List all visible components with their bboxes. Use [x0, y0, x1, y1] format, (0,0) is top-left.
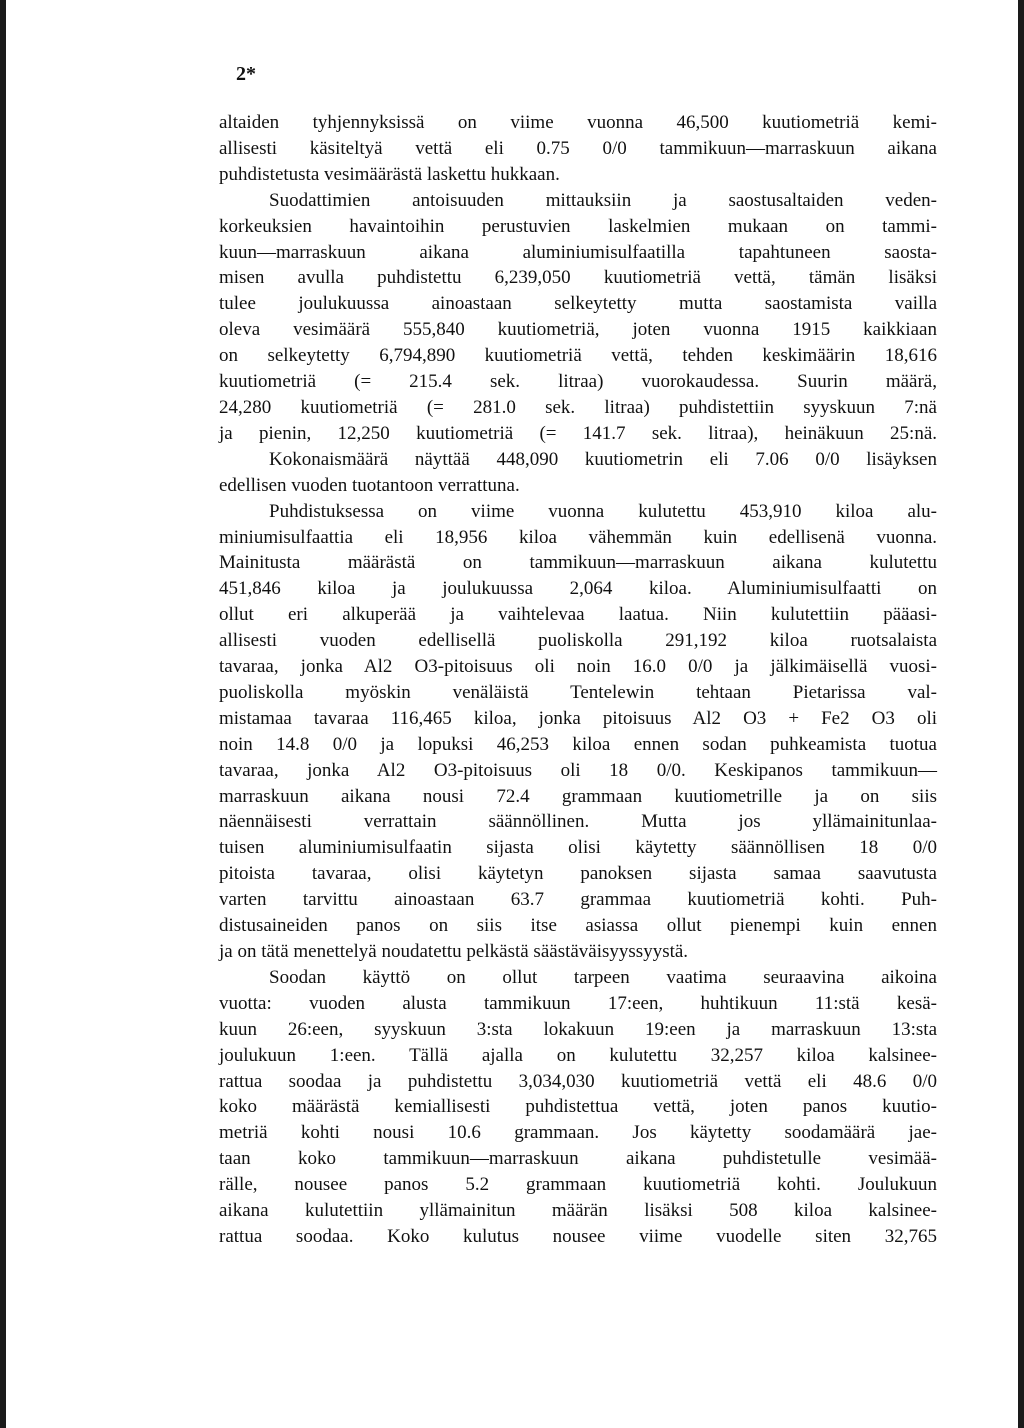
scan-border-right	[1018, 0, 1024, 1428]
text-line: edellisen vuoden tuotantoon verrattuna.	[219, 474, 520, 496]
text-line: Soodan käyttö on ollut tarpeen vaatima seuraavina aikoina	[269, 966, 937, 988]
text-line: taan koko tammikuun—marraskuun aikana puhdistetulle vesimää-	[219, 1148, 937, 1170]
text-line: aikana kulutettiin yllämainitun määrän lisäksi 508 kiloa kalsinee-	[219, 1200, 937, 1222]
text-line: tavaraa, jonka Al2 O3-pitoisuus oli 18 0/0. Keskipanos tammikuun—	[219, 759, 937, 781]
text-line: ollut eri alkuperää ja vaihtelevaa laatua. Niin kulutettiin pääasi-	[219, 604, 937, 626]
text-line: distusaineiden panos on siis itse asiassa ollut pienempi kuin ennen	[219, 915, 937, 937]
text-line: korkeuksien havaintoihin perustuvien laskelmien mukaan on tammi-	[219, 215, 937, 237]
text-line: kuutiometriä (= 215.4 sek. litraa) vuorokaudessa. Suurin määrä,	[219, 371, 937, 393]
text-line: miniumisulfaattia eli 18,956 kiloa vähemmän kuin edellisenä vuonna.	[219, 526, 937, 548]
text-line: rattua soodaa. Koko kulutus nousee viime vuodelle siten 32,765	[219, 1225, 937, 1247]
text-line: varten tarvittu ainoastaan 63.7 grammaa kuutiometriä kohti. Puh-	[219, 889, 937, 911]
text-line: koko määrästä kemiallisesti puhdistettua vettä, joten panos kuutio-	[219, 1096, 937, 1118]
text-line: pitoista tavaraa, olisi käytetyn panoksen sijasta samaa saavutusta	[219, 863, 937, 885]
text-line: tavaraa, jonka Al2 O3-pitoisuus oli noin 16.0 0/0 ja jälkimäisellä vuosi-	[219, 656, 937, 678]
text-line: tuisen aluminiumisulfaatin sijasta olisi käytetty säännöllisen 18 0/0	[219, 837, 937, 859]
text-line: Mainitusta määrästä on tammikuun—marraskuun aikana kulutettu	[219, 552, 937, 574]
scan-border-left	[0, 0, 6, 1428]
text-line: ja pienin, 12,250 kuutiometriä (= 141.7 sek. litraa), heinäkuun 25:nä.	[219, 422, 937, 444]
text-line: oleva vesimäärä 555,840 kuutiometriä, joten vuonna 1915 kaikkiaan	[219, 319, 937, 341]
text-line: ja on tätä menettelyä noudatettu pelkästä säästäväisyyssyystä.	[219, 941, 689, 962]
text-line: altaiden tyhjennyksissä on viime vuonna 46,500 kuutiometriä kemi-	[219, 112, 937, 133]
text-line: puhdistetusta vesimäärästä laskettu hukkaan.	[219, 163, 560, 185]
text-line: misen avulla puhdistettu 6,239,050 kuutiometriä vettä, tämän lisäksi	[219, 267, 937, 289]
text-line: vuotta: vuoden alusta tammikuun 17:een, huhtikuun 11:stä kesä-	[219, 992, 937, 1014]
body-text	[219, 110, 937, 1250]
text-line: noin 14.8 0/0 ja lopuksi 46,253 kiloa ennen sodan puhkeamista tuotua	[219, 733, 937, 755]
text-line: tulee joulukuussa ainoastaan selkeytetty mutta saostamista vailla	[219, 293, 937, 315]
text-line: puoliskolla myöskin venäläistä Tentelewin tehtaan Pietarissa val-	[219, 681, 937, 703]
text-line: Kokonaismäärä näyttää 448,090 kuutiometrin eli 7.06 0/0 lisäyksen	[269, 448, 937, 470]
text-line: 451,846 kiloa ja joulukuussa 2,064 kiloa. Aluminiumisulfaatti on	[219, 578, 937, 600]
text-line: mistamaa tavaraa 116,465 kiloa, jonka pitoisuus Al2 O3 + Fe2 O3 oli	[219, 707, 937, 729]
text-line: näennäisesti verrattain säännöllinen. Mutta jos yllämainitunlaa-	[219, 811, 937, 833]
text-line: kuun 26:een, syyskuun 3:sta lokakuun 19:een ja marraskuun 13:sta	[219, 1018, 937, 1040]
text-line: rälle, nousee panos 5.2 grammaan kuutiometriä kohti. Joulukuun	[219, 1174, 937, 1196]
text-line: on selkeytetty 6,794,890 kuutiometriä vettä, tehden keskimäärin 18,616	[219, 345, 937, 367]
text-line: allisesti vuoden edellisellä puoliskolla 291,192 kiloa ruotsalaista	[219, 630, 937, 652]
text-line: marraskuun aikana nousi 72.4 grammaan kuutiometrille ja on siis	[219, 785, 937, 807]
text-line: metriä kohti nousi 10.6 grammaan. Jos käytetty soodamäärä jae-	[219, 1122, 937, 1144]
text-line: 24,280 kuutiometriä (= 281.0 sek. litraa) puhdistettiin syyskuun 7:nä	[219, 396, 937, 418]
text-line: rattua soodaa ja puhdistettu 3,034,030 kuutiometriä vettä eli 48.6 0/0	[219, 1070, 937, 1092]
text-line: allisesti käsiteltyä vettä eli 0.75 0/0 tammikuun—marraskuun aikana	[219, 137, 937, 159]
text-line: Puhdistuksessa on viime vuonna kulutettu 453,910 kiloa alu-	[269, 500, 937, 522]
text-line: kuun—marraskuun aikana aluminiumisulfaatilla tapahtuneen saosta-	[219, 241, 937, 263]
page-number: 2*	[236, 63, 256, 85]
text-line: joulukuun 1:een. Tällä ajalla on kulutettu 32,257 kiloa kalsinee-	[219, 1044, 937, 1066]
text-line: Suodattimien antoisuuden mittauksiin ja saostusaltaiden veden-	[269, 189, 937, 211]
